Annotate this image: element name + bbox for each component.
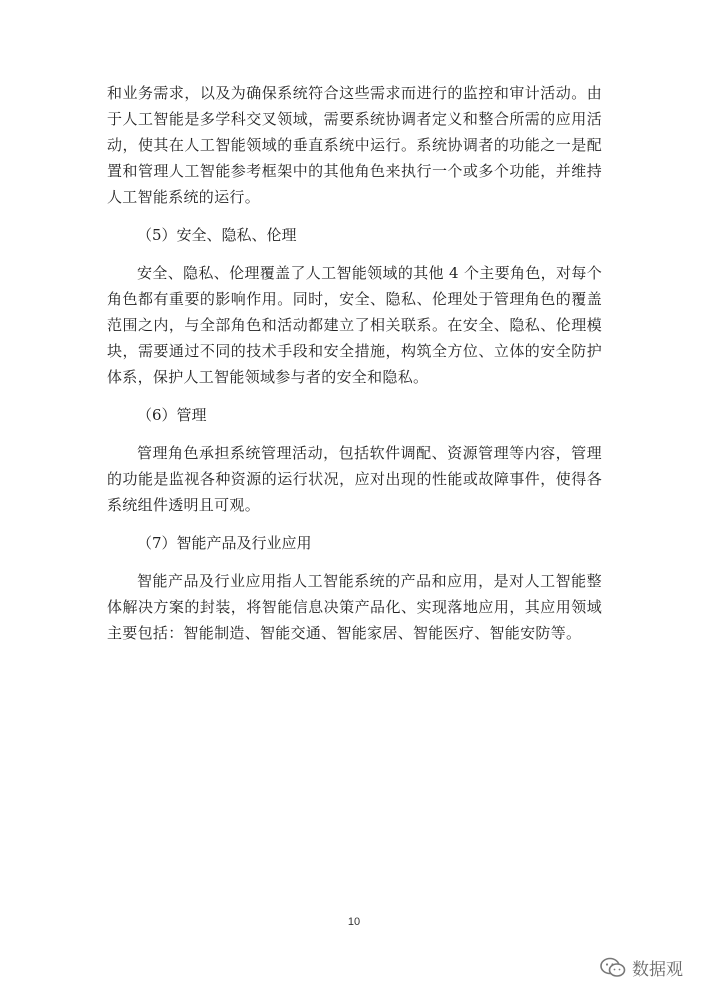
watermark bbox=[600, 955, 683, 980]
section-heading-security-privacy-ethics: （5）安全、隐私、伦理 bbox=[137, 226, 297, 244]
paragraph-continued: 和业务需求，以及为确保系统符合这些需求而进行的监控和审计活动。由于人工智能是多学科交叉领域，需要系统协调者定义和整合所需的应用活动，使其在人工智能领域的垂直系统中运行。系统协调者的功能之一是配置和管理人工智能参考框架中的其他角色来执行一个或多个功能，并维持人工智能系统的运行。 bbox=[107, 84, 602, 206]
watermark-text: 数据观 bbox=[632, 960, 683, 980]
paragraph-smart-products: 智能产品及行业应用指人工智能系统的产品和应用，是对人工智能整体解决方案的封装，将智能信息决策产品化、实现落地应用，其应用领域主要包括：智能制造、智能交通、智能家居、智能医疗、智能安防等。 bbox=[107, 572, 602, 642]
wechat-icon bbox=[600, 957, 626, 979]
paragraph-security-privacy-ethics: 安全、隐私、伦理覆盖了人工智能领域的其他 4 个主要角色，对每个角色都有重要的影响作用。同时，安全、隐私、伦理处于管理角色的覆盖范围之内，与全部角色和活动都建立了相关联系。在安全、隐私、伦理模块，需要通过不同的技术手段和安全措施，构筑全方位、立体的安全防护体系，保护人工智能领域参与者的安全和隐私。 bbox=[107, 264, 602, 386]
section-heading-smart-products: （7）智能产品及行业应用 bbox=[137, 534, 312, 552]
document-body bbox=[107, 80, 602, 646]
section-heading-management: （6）管理 bbox=[137, 406, 207, 424]
page-number: 10 bbox=[347, 916, 361, 928]
paragraph-management: 管理角色承担系统管理活动，包括软件调配、资源管理等内容，管理的功能是监视各种资源的运行状况，应对出现的性能或故障事件，使得各系统组件透明且可观。 bbox=[107, 444, 602, 514]
